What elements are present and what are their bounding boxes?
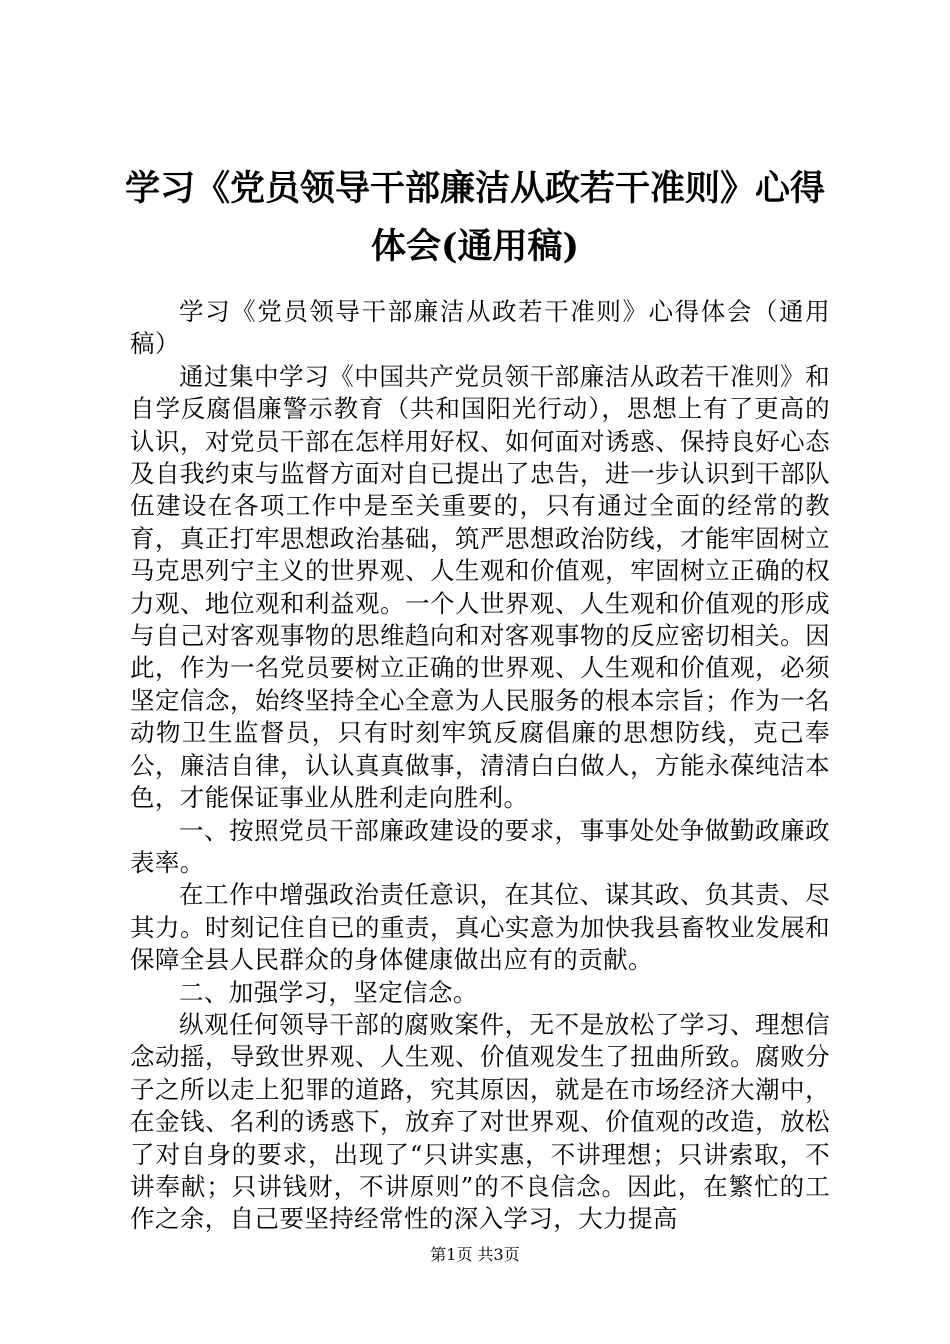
page-number: 第1页 [430, 1245, 473, 1264]
title-line-1: 学习《党员领导干部廉洁从政若干准则》心得 [124, 168, 825, 209]
paragraph-intro: 通过集中学习《中国共产党员领干部廉洁从政若干准则》和自学反腐倡廉警示教育（共和国阳光行动），思想上有了更高的认识，对党员干部在怎样用好权、如何面对诱惑、保持良好心态及自我约束与监督方面对自已提出了忠告，进一步认识到干部队伍建设在各项工作中是至关重要的，只有通过全面的经常的教育，真正打牢思想政治基础，筑严思想政治防线，才能牢固树立马克思列宁主义的世界观、人生观和价值观，牢固树立正确的权力观、地位观和利益观。一个人世界观、人生观和价值观的形成与自己对客观事物的思维趋向和对客观事物的反应密切相关。因此，作为一名党员要树立正确的世界观、人生观和价值观，必须坚定信念，始终坚持全心全意为人民服务的根本宗旨；作为一名动物卫生监督员，只有时刻牢筑反腐倡廉的思想防线，克己奉公，廉洁自律，认认真真做事，清清白白做人，方能永葆纯洁本色，才能保证事业从胜利走向胜利。 [130, 361, 830, 813]
paragraph-subtitle: 学习《党员领导干部廉洁从政若干准则》心得体会（通用稿） [130, 297, 830, 359]
document-body [130, 296, 830, 1236]
document-title [120, 160, 830, 276]
section-heading-2: 二、加强学习，坚定信念。 [179, 977, 478, 1007]
page-footer [0, 1245, 950, 1265]
title-line-2: 体会(通用稿) [370, 226, 580, 267]
page-total: 共3页 [477, 1245, 520, 1264]
paragraph-section-1: 在工作中增强政治责任意识，在其位、谋其政、负其责、尽其力。时刻记住自已的重责，真心实意为加快我县畜牧业发展和保障全县人民群众的身体健康做出应有的贡献。 [130, 880, 830, 975]
section-heading-1: 一、按照党员干部廉政建设的要求，事事处处争做勤政廉政表率。 [130, 815, 830, 877]
paragraph-section-2: 纵观任何领导干部的腐败案件，无不是放松了学习、理想信念动摇，导致世界观、人生观、价值观发生了扭曲所致。腐败分子之所以走上犯罪的道路，究其原因，就是在市场经济大潮中，在金钱、名利的诱惑下，放弃了对世界观、价值观的改造，放松了对自身的要求，出现了“只讲实惠，不讲理想；只讲索取，不讲奉献；只讲钱财，不讲原则”的不良信念。因此，在繁忙的工作之余，自己要坚持经常性的深入学习，大力提高 [130, 1009, 830, 1234]
